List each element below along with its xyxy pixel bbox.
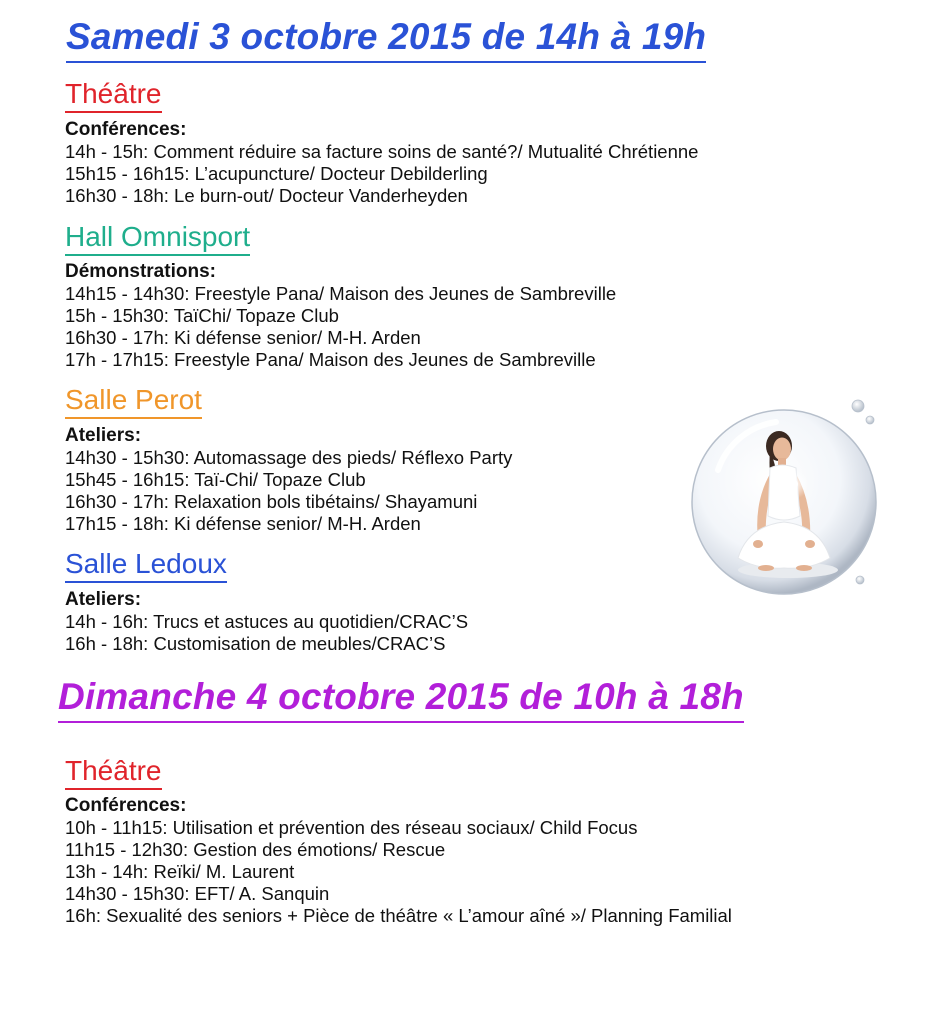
venue-theatre-sunday: Théâtre [65, 757, 162, 790]
list-item: 11h15 - 12h30: Gestion des émotions/ Rescue [65, 839, 446, 860]
venue-salle-perot: Salle Perot [65, 386, 202, 419]
venue-salle-ledoux: Salle Ledoux [65, 550, 227, 583]
category-ateliers-perot: Ateliers: [65, 425, 142, 446]
list-item: 15h15 - 16h15: L’acupuncture/ Docteur Debilderling [65, 163, 488, 184]
list-item: 14h - 15h: Comment réduire sa facture soins de santé?/ Mutualité Chrétienne [65, 141, 699, 162]
saturday-heading: Samedi 3 octobre 2015 de 14h à 19h [66, 18, 706, 63]
list-item: 14h30 - 15h30: EFT/ A. Sanquin [65, 883, 330, 904]
list-item: 16h: Sexualité des seniors + Pièce de théâtre « L’amour aîné »/ Planning Familial [65, 905, 732, 926]
list-item: 14h15 - 14h30: Freestyle Pana/ Maison des Jeunes de Sambreville [65, 283, 617, 304]
list-item: 16h30 - 17h: Ki défense senior/ M-H. Arden [65, 327, 421, 348]
list-item: 14h - 16h: Trucs et astuces au quotidien/CRAC’S [65, 611, 469, 632]
list-item: 14h30 - 15h30: Automassage des pieds/ Réflexo Party [65, 447, 513, 468]
meditation-bubble-illustration [688, 398, 888, 613]
category-conferences-saturday: Conférences: [65, 119, 187, 140]
list-item: 13h - 14h: Reïki/ M. Laurent [65, 861, 295, 882]
list-item: 17h15 - 18h: Ki défense senior/ M-H. Arden [65, 513, 421, 534]
meditating-woman-icon [688, 398, 888, 613]
list-item: 10h - 11h15: Utilisation et prévention des réseau sociaux/ Child Focus [65, 817, 638, 838]
sunday-heading: Dimanche 4 octobre 2015 de 10h à 18h [58, 678, 744, 723]
list-item: 15h45 - 16h15: Taï-Chi/ Topaze Club [65, 469, 366, 490]
schedule-list-salle-perot [65, 447, 512, 535]
list-item: 16h30 - 17h: Relaxation bols tibétains/ Shayamuni [65, 491, 478, 512]
category-demonstrations: Démonstrations: [65, 261, 216, 282]
schedule-list-theatre-saturday [65, 141, 698, 207]
schedule-list-theatre-sunday [65, 817, 732, 927]
schedule-list-hall-omnisport [65, 283, 616, 371]
list-item: 16h - 18h: Customisation de meubles/CRAC’S [65, 633, 446, 654]
venue-hall-omnisport: Hall Omnisport [65, 223, 250, 256]
schedule-list-salle-ledoux [65, 611, 468, 655]
category-conferences-sunday: Conférences: [65, 795, 187, 816]
category-ateliers-ledoux: Ateliers: [65, 589, 142, 610]
list-item: 15h - 15h30: TaïChi/ Topaze Club [65, 305, 339, 326]
list-item: 17h - 17h15: Freestyle Pana/ Maison des Jeunes de Sambreville [65, 349, 596, 370]
list-item: 16h30 - 18h: Le burn-out/ Docteur Vanderheyden [65, 185, 468, 206]
venue-theatre-saturday: Théâtre [65, 80, 162, 113]
